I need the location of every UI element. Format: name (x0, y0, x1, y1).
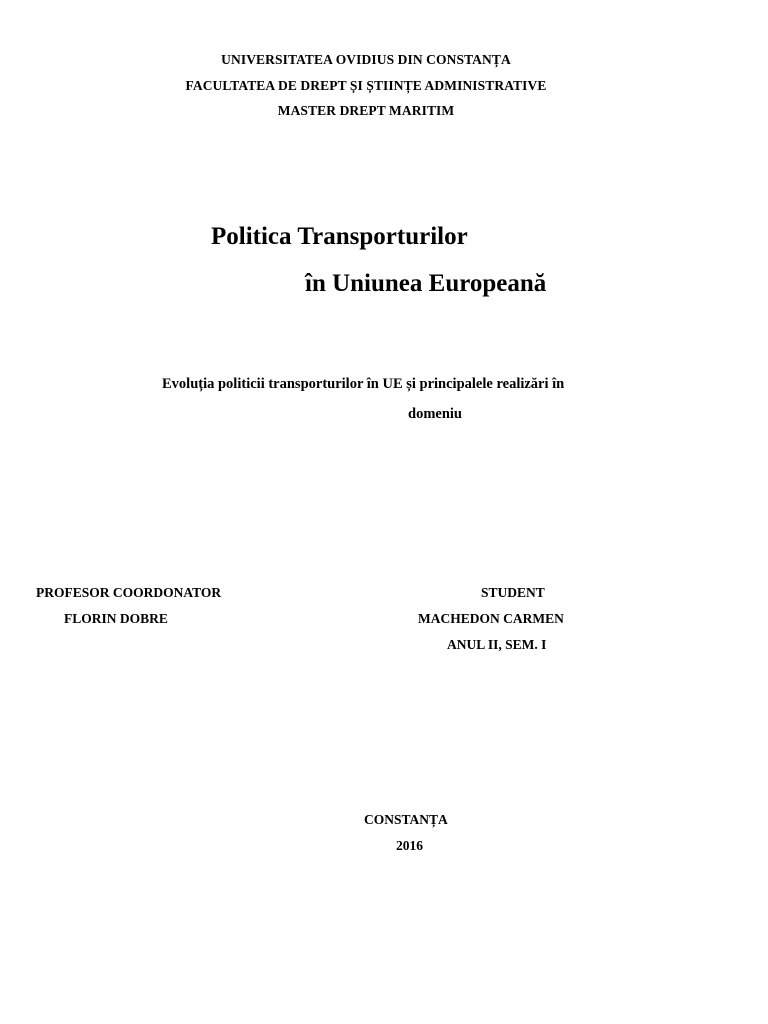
student-year: ANUL II, SEM. I (447, 637, 547, 652)
student-label: STUDENT (481, 585, 545, 600)
subtitle-line-1: Evoluția politicii transporturilor în UE și principalele realizări în (162, 376, 565, 392)
title-line-2: în Uniunea Europeană (305, 270, 547, 297)
footer-year: 2016 (396, 838, 423, 853)
program-name: MASTER DREPT MARITIM (277, 103, 455, 118)
footer-city: CONSTANȚA (364, 812, 448, 827)
coordinator-label: PROFESOR COORDONATOR (36, 585, 222, 600)
student-name: MACHEDON CARMEN (418, 611, 564, 626)
subtitle-line-2: domeniu (408, 406, 462, 422)
title-line-1: Politica Transporturilor (211, 223, 468, 250)
faculty-name: FACULTATEA DE DREPT ȘI ȘTIINȚE ADMINISTRATIVE (185, 78, 547, 93)
coordinator-name: FLORIN DOBRE (64, 611, 168, 626)
university-name: UNIVERSITATEA OVIDIUS DIN CONSTANȚA (221, 52, 511, 67)
